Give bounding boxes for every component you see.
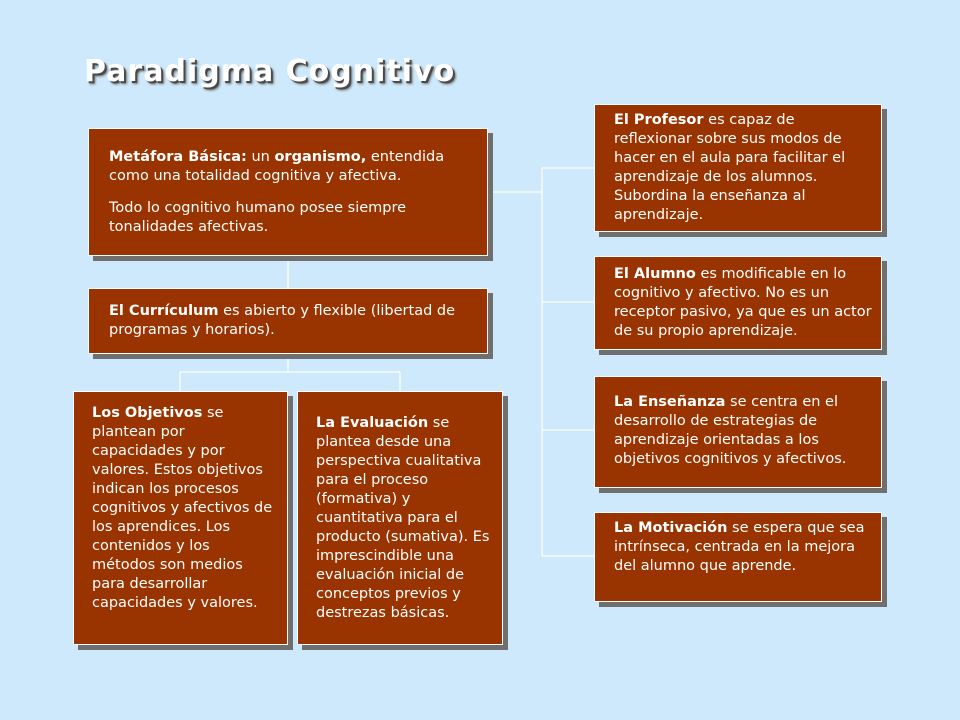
curriculum-lead: El Currículum (109, 303, 219, 319)
ensenanza-text (614, 393, 875, 469)
alumno-body: es modificable en lo cognitivo y afectivo. No es un receptor pasivo, ya que es un actor de su propio aprendizaje. (614, 266, 872, 339)
objetivos-body: se plantean por capacidades y por valores. Estos objetivos indican los procesos cognitivos y afectivos de los aprendices. Los contenidos y los métodos son medios para desarrollar capacidades y valores. (92, 405, 273, 611)
alumno-lead: El Alumno (614, 266, 696, 282)
objetivos-lead: Los Objetivos (92, 405, 203, 421)
box-motivacion (594, 512, 882, 602)
metafora-line (109, 148, 473, 186)
box-profesor (594, 104, 882, 232)
box-metafora (88, 128, 488, 256)
evaluacion-text (316, 414, 494, 623)
box-objetivos (73, 391, 288, 645)
evaluacion-lead: La Evaluación (316, 415, 429, 431)
profesor-text (614, 111, 873, 225)
motivacion-lead: La Motivación (614, 520, 728, 536)
profesor-body: es capaz de reflexionar sobre sus modos de hacer en el aula para facilitar el aprendizaje de los alumnos. Subordina la enseñanza al aprendizaje. (614, 112, 846, 223)
metafora-text2: entendida como una totalidad cognitiva y afectiva. (109, 149, 445, 184)
box-curriculum (88, 288, 488, 354)
metafora-lead: Metáfora Básica: (109, 149, 247, 165)
evaluacion-body: se plantea desde una perspectiva cualitativa para el proceso (formativa) y cuantitativa para el producto (sumativa). Es imprescindible una evaluación inicial de conceptos previos y destrezas básicas. (316, 415, 490, 621)
profesor-lead: El Profesor (614, 112, 704, 128)
box-alumno (594, 256, 882, 350)
ensenanza-lead: La Enseñanza (614, 394, 726, 410)
page-title: Paradigma Cognitivo (84, 54, 456, 89)
motivacion-text (614, 519, 873, 576)
motivacion-body: se espera que sea intrínseca, centrada en la mejora del alumno que aprende. (614, 520, 865, 574)
box-ensenanza (594, 376, 882, 488)
ensenanza-body: se centra en el desarrollo de estrategias de aprendizaje orientadas a los objetivos cognitivos y afectivos. (614, 394, 847, 467)
curriculum-body: es abierto y flexible (libertad de programas y horarios). (109, 303, 456, 338)
box-evaluacion (297, 391, 503, 645)
curriculum-text (109, 302, 473, 340)
metafora-emph: organismo, (274, 149, 367, 165)
metafora-para2: Todo lo cognitivo humano posee siempre tonalidades afectivas. (109, 200, 407, 235)
metafora-text1: un (246, 149, 275, 165)
alumno-text (614, 265, 873, 341)
objetivos-text (92, 404, 277, 613)
